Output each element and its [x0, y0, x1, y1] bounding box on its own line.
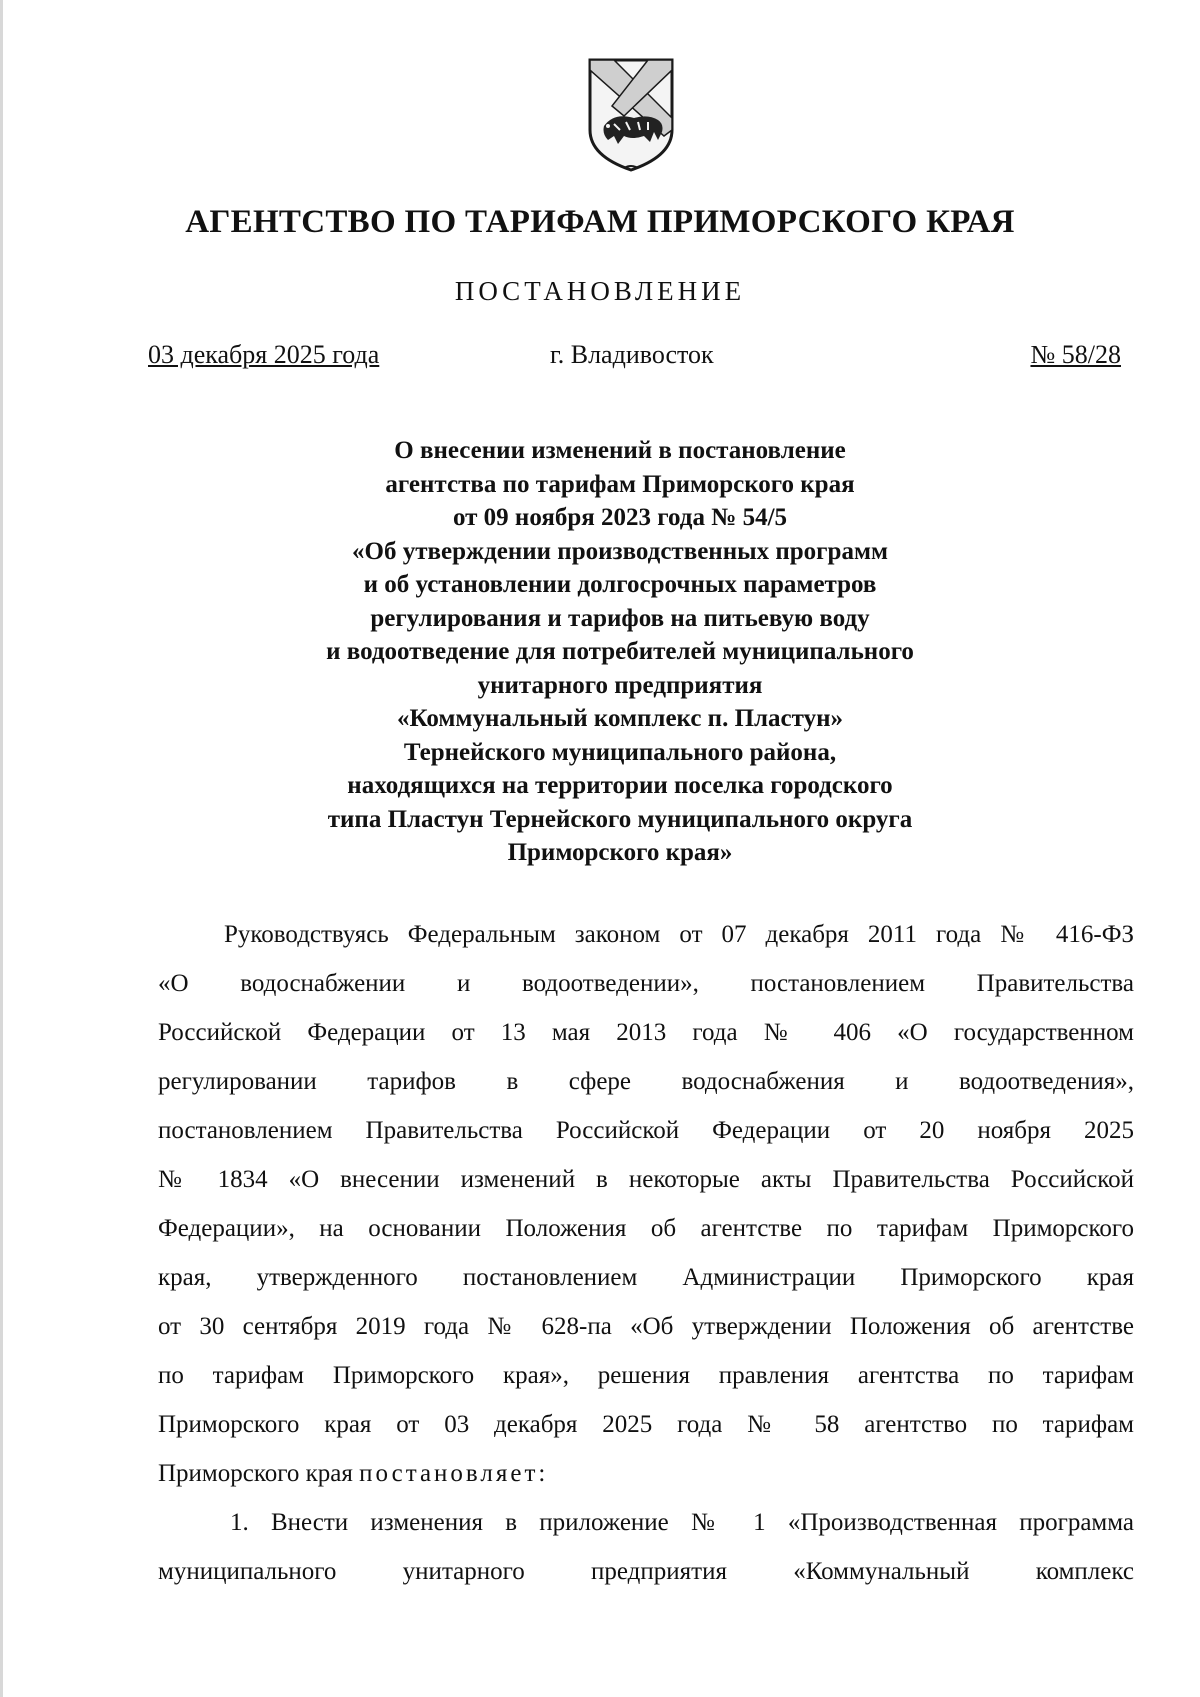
title-line: агентства по тарифам Приморского края — [385, 470, 855, 498]
body-line: № 1834 «О внесении изменений в некоторые акты Правительства Российской — [158, 1166, 1134, 1193]
clause-1-paragraph — [158, 1498, 1134, 1596]
body-line: Приморского края от 03 декабря 2025 года № 58 агентство по тарифам — [158, 1411, 1134, 1438]
title-line: «Об утверждении производственных программ — [352, 537, 888, 565]
document-meta — [0, 340, 1200, 380]
body-line: постановлением Правительства Российской Федерации от 20 ноября 2025 — [158, 1117, 1134, 1144]
document-date: 03 декабря 2025 года — [148, 340, 380, 369]
preamble-paragraph — [158, 910, 1134, 1498]
title-line: Тернейского муниципального района, — [403, 738, 837, 766]
scan-edge — [0, 0, 3, 1697]
resolves-word: постановляет: — [359, 1460, 549, 1487]
body-line-prefix: Приморского края — [158, 1460, 360, 1487]
document-number: № 58/28 — [1030, 340, 1121, 369]
title-line: находящихся на территории поселка городского — [347, 772, 893, 799]
title-line: О внесении изменений в постановление — [394, 437, 846, 464]
body-line: регулировании тарифов в сфере водоснабжения и водоотведения», — [158, 1068, 1134, 1095]
body-line: Руководствуясь Федеральным законом от 07 декабря 2011 года № 416-ФЗ — [224, 921, 1134, 948]
document-type: ПОСТАНОВЛЕНИЕ — [454, 276, 746, 306]
body-line: края, утвержденного постановлением Администрации Приморского края — [158, 1264, 1134, 1291]
document-body — [158, 910, 1134, 1596]
body-line — [158, 1449, 1134, 1498]
title-line: от 09 ноября 2023 года № 54/5 — [452, 504, 788, 531]
title-line: типа Пластун Тернейского муниципального округа — [327, 805, 913, 833]
body-line: по тарифам Приморского края», решения правления агентства по тарифам — [158, 1362, 1134, 1389]
body-line: Российской Федерации от 13 мая 2013 года № 406 «О государственном — [158, 1019, 1134, 1046]
agency-name: АГЕНТСТВО ПО ТАРИФАМ ПРИМОРСКОГО КРАЯ — [185, 204, 1015, 240]
title-line: и об установлении долгосрочных параметров — [363, 571, 877, 598]
body-line: муниципального унитарного предприятия «Коммунальный комплекс — [158, 1558, 1134, 1585]
document-title — [200, 434, 1040, 870]
body-line: Федерации», на основании Положения об агентстве по тарифам Приморского — [158, 1215, 1134, 1242]
title-line: «Коммунальный комплекс п. Пластун» — [396, 705, 844, 732]
title-line: унитарного предприятия — [477, 671, 763, 699]
title-line: и водоотведение для потребителей муниципального — [326, 638, 914, 665]
body-line: 1. Внести изменения в приложение № 1 «Производственная программа — [230, 1509, 1134, 1536]
coat-of-arms-emblem — [584, 56, 678, 174]
document-city: г. Владивосток — [550, 340, 714, 369]
title-line: регулирования и тарифов на питьевую воду — [370, 604, 870, 632]
body-line: «О водоснабжении и водоотведении», постановлением Правительства — [158, 970, 1134, 997]
title-line: Приморского края» — [507, 839, 733, 866]
body-line: от 30 сентября 2019 года № 628-па «Об утверждении Положения об агентстве — [158, 1313, 1134, 1340]
